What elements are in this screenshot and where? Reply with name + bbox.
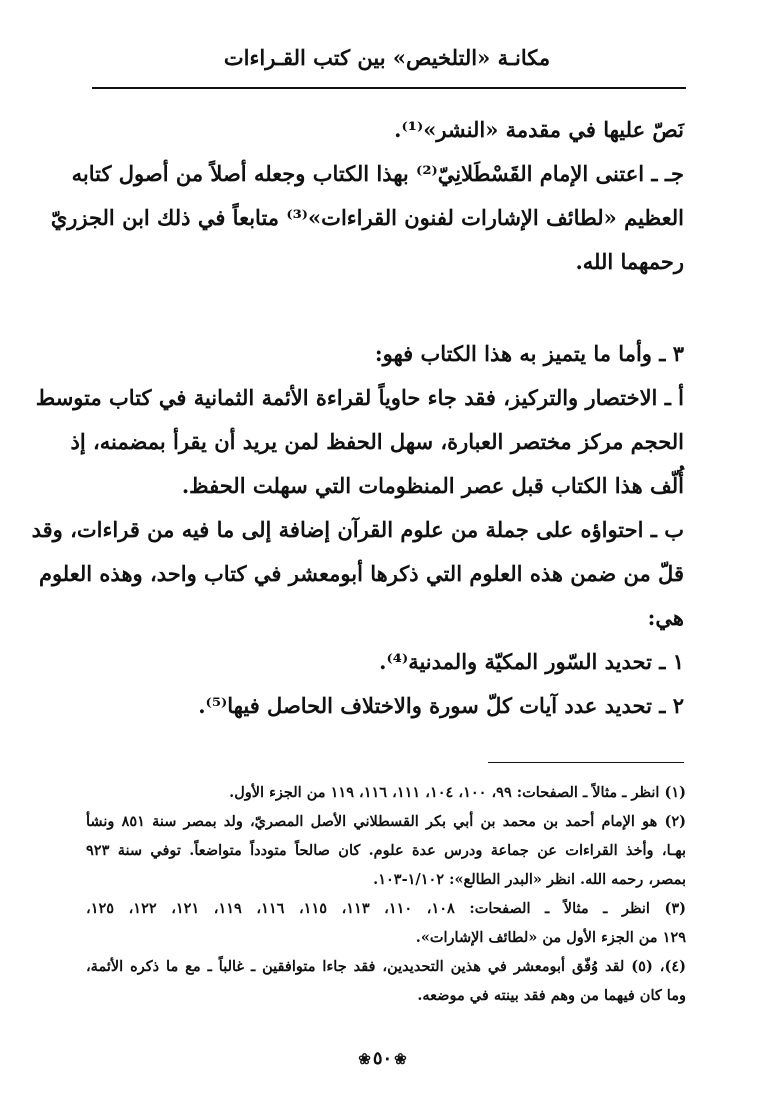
- footnote-line: (١) انظر ـ مثالاً ـ الصفحات: ٩٩، ١٠٠، ١٠٤، ١١١، ١١٦، ١١٩ من الجزء الأول.: [229, 784, 686, 801]
- text-line: رحمهما الله.: [575, 249, 684, 274]
- text-line: أُلّف هذا الكتاب قبل عصر المنظومات التي سهلت الحفظ.: [181, 473, 684, 498]
- running-header: مكانـة «التلخيص» بين كتب القـراءات: [223, 45, 551, 70]
- footnotes: [86, 778, 686, 1010]
- footnote-separator: [488, 762, 684, 763]
- paragraph-gap: [86, 284, 684, 332]
- text-line: نَصّ عليها في مقدمة «النشر»⁽¹⁾.: [394, 117, 684, 142]
- text-line: أ ـ الاختصار والتركيز، فقد جاء حاوياً لقراءة الأئمة الثمانية في كتاب متوسط: [35, 385, 684, 410]
- text-line: العظيم «لطائف الإشارات لفنون القراءات»⁽³⁾ متابعاً في ذلك ابن الجزريّ: [50, 205, 684, 230]
- footnote-line: (٢) هو الإمام أحمد بن محمد بن أبي بكر القسطلاني الأصل المصريّ، ولد بمصر سنة ٨٥١ ونشأ: [86, 813, 686, 830]
- ornament-left-icon: ❀: [358, 1049, 371, 1068]
- text-line: ب ـ احتواؤه على جملة من علوم القرآن إضافة إلى ما فيه من قراءات، وقد: [31, 517, 684, 542]
- footnote-line: (٣) انظر ـ مثالاً ـ الصفحات: ١٠٨، ١١٠، ١١٣، ١١٥، ١١٦، ١١٩، ١٢١، ١٢٢، ١٢٥،: [86, 900, 686, 917]
- footnote-line: وما كان فيهما من وهم فقد بينته في موضعه.: [417, 987, 686, 1004]
- footnote-line: ١٢٩ من الجزء الأول من «لطائف الإشارات».: [415, 929, 686, 946]
- main-text: [31, 108, 684, 728]
- text-line: الحجم مركز مختصر العبارة، سهل الحفظ لمن يريد أن يقرأ بمضمنه، إذ: [70, 429, 684, 454]
- ornament-right-icon: ❀: [394, 1049, 407, 1068]
- page-number-folio: [0, 1048, 765, 1069]
- text-line: ١ ـ تحديد السّور المكيّة والمدنية⁽⁴⁾.: [379, 649, 684, 674]
- text-line: ٢ ـ تحديد عدد آيات كلّ سورة والاختلاف الحاصل فيها⁽⁵⁾.: [198, 693, 684, 718]
- text-line: جـ ـ اعتنى الإمام القَسْطَلانِيّ⁽²⁾ بهذا الكتاب وجعله أصلاً من أصول كتابه: [71, 161, 684, 186]
- text-line: قلّ من ضمن هذه العلوم التي ذكرها أبومعشر في كتاب واحد، وهذه العلوم: [38, 561, 684, 586]
- footnote-line: بمصر، رحمه الله. انظر «البدر الطالع»: ١/١٠٢-١٠٣.: [373, 871, 686, 888]
- header-rule: [92, 87, 686, 89]
- text-line: ٣ ـ وأما ما يتميز به هذا الكتاب فهو:: [374, 341, 684, 366]
- page-number: ٥٠: [372, 1048, 393, 1069]
- footnote-line: (٤)، (٥) لقد وُفّق أبومعشر في هذين التحديدين، فقد جاءا متوافقين ـ غالباً ـ مع ما ذكره الأئمة،: [86, 958, 686, 975]
- footnote-line: بهـا، وأخذ القراءات عن جماعة ودرس عدة علوم. كان صالحاً متودداً متواضعاً. توفي سنة ٩٢٣: [86, 842, 686, 859]
- text-line: هي:: [647, 605, 684, 630]
